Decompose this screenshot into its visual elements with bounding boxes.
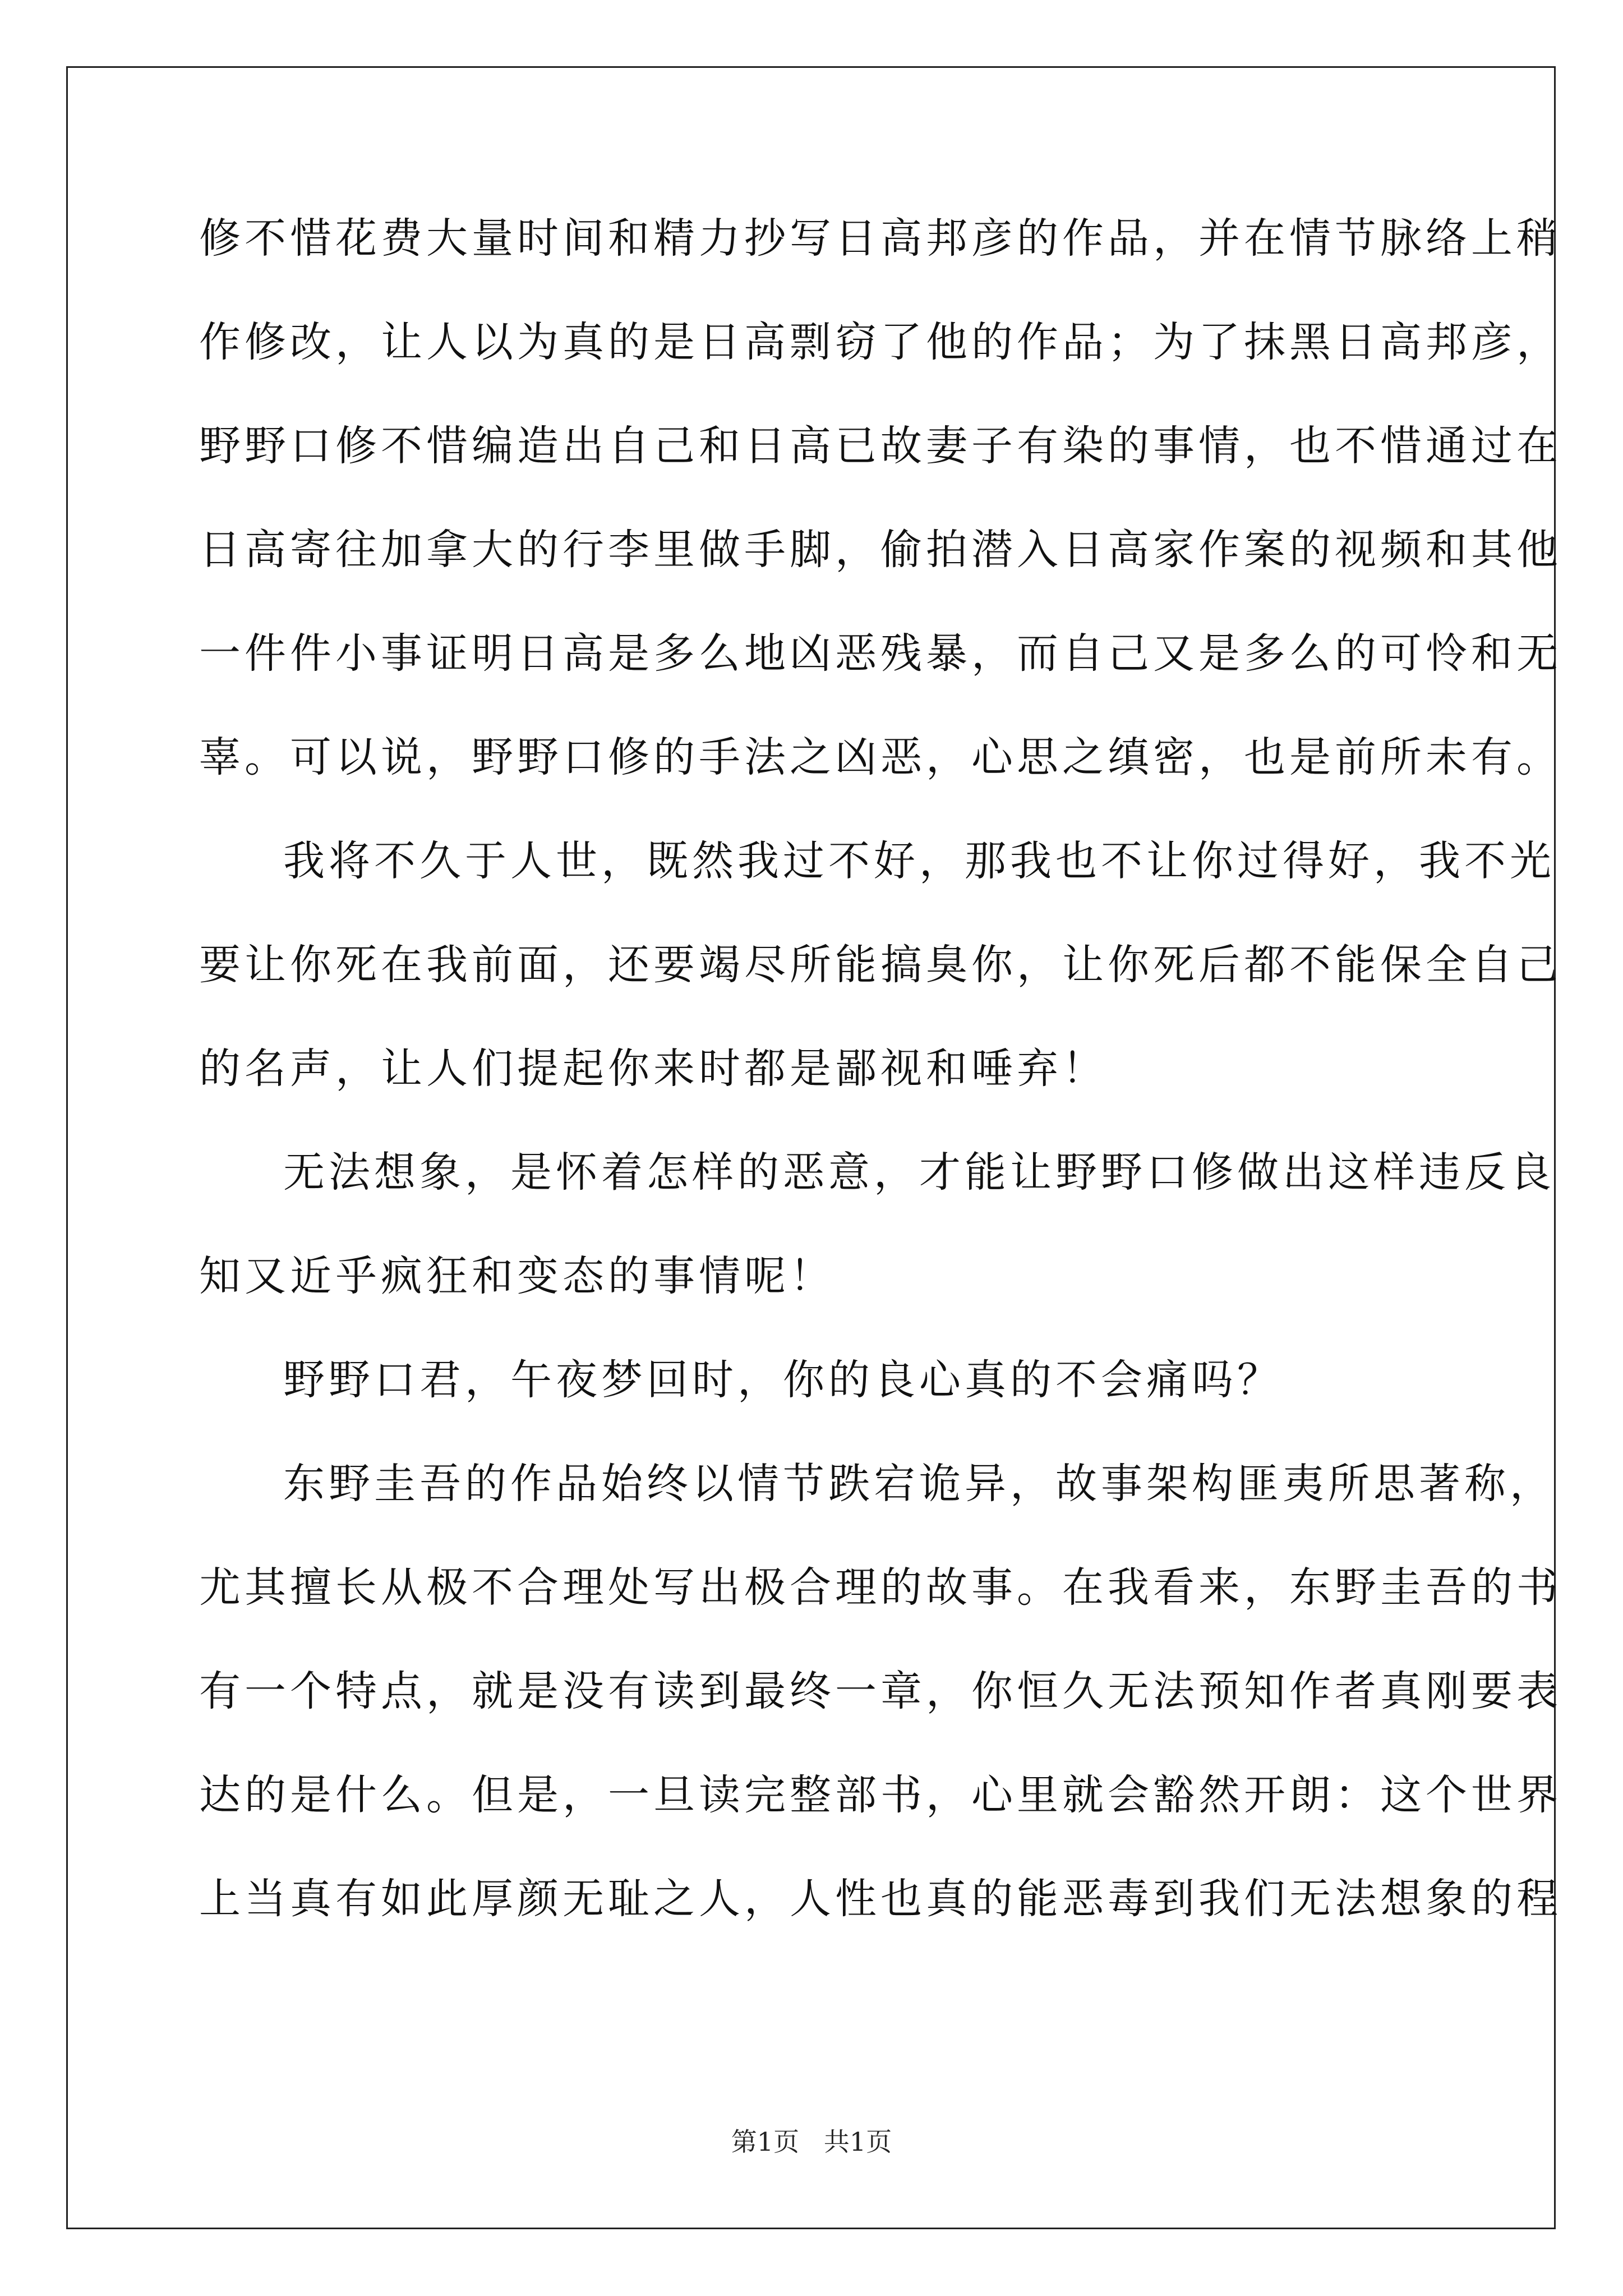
text-line: 的名声，让人们提起你来时都是鄙视和唾弃！ [199,1045,1108,1093]
text-line: 要让你死在我前面，还要竭尽所能搞臭你，让你死后都不能保全自己 [199,941,1562,989]
text-line: 一件件小事证明日高是多么地凶恶残暴，而自己又是多么的可怜和无 [199,629,1562,678]
text-line: 作修改，让人以为真的是日高剽窃了他的作品；为了抹黑日高邦彦， [199,318,1562,366]
document-body [199,214,1562,1982]
text-line: 无法想象，是怀着怎样的恶意，才能让野野口修做出这样违反良 [283,1148,1555,1197]
text-line: 修不惜花费大量时间和精力抄写日高邦彦的作品，并在情节脉络上稍 [199,214,1562,263]
text-line: 知又近乎疯狂和变态的事情呢！ [199,1252,835,1300]
text-line: 我将不久于人世，既然我过不好，那我也不让你过得好，我不光 [283,837,1555,885]
page-number-footer: 第1页 共1页 [731,2127,892,2157]
text-line: 辜。可以说，野野口修的手法之凶恶，心思之缜密，也是前所未有。 [199,733,1562,781]
text-line: 有一个特点，就是没有读到最终一章，你恒久无法预知作者真刚要表 [199,1667,1562,1715]
text-line: 野野口修不惜编造出自己和日高已故妻子有染的事情，也不惜通过在 [199,422,1562,470]
text-line: 东野圭吾的作品始终以情节跌宕诡异，故事架构匪夷所思著称， [283,1460,1555,1508]
text-line: 日高寄往加拿大的行李里做手脚，偷拍潜入日高家作案的视频和其他 [199,526,1562,574]
text-line: 野野口君，午夜梦回时，你的良心真的不会痛吗？ [283,1356,1283,1404]
text-line: 达的是什么。但是，一旦读完整部书，心里就会豁然开朗：这个世界 [199,1771,1562,1819]
text-line: 尤其擅长从极不合理处写出极合理的故事。在我看来，东野圭吾的书 [199,1563,1562,1612]
text-line: 上当真有如此厚颜无耻之人，人性也真的能恶毒到我们无法想象的程 [199,1875,1562,1923]
